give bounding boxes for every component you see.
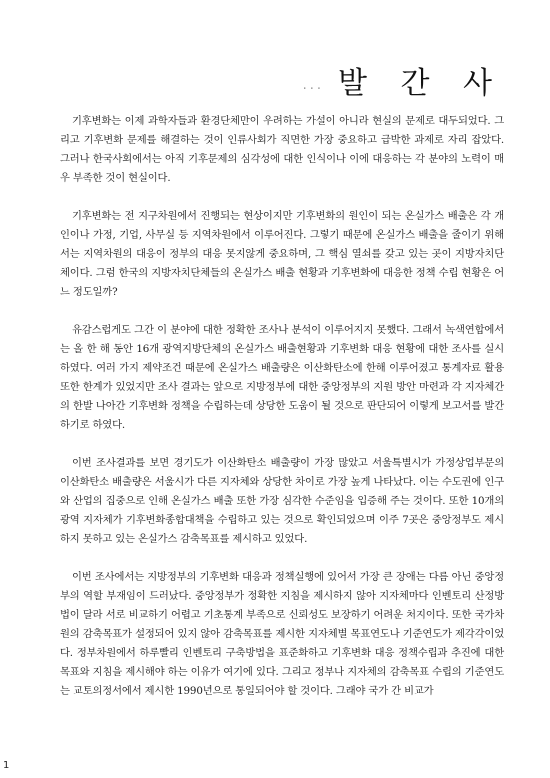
page-title: 발 간 사 bbox=[337, 66, 504, 101]
document-body bbox=[60, 112, 504, 720]
paragraph: 기후변화는 전 지구차원에서 진행되는 현상이지만 기후변화의 원인이 되는 온실가스 배출은 각 개인이나 가정, 기업, 사무실 등 지역차원에서 이루어진다. 그렇기 때문에 온실가스 배출을 줄이기 위해서는 지역차원의 대응이 정부의 대응 못지않게 중요하며, 그 핵심 열쇠를 갖고 있는 곳이 지방자치단체이다. 그럼 한국의 지방자치단체들의 온실가스 배출 현황과 기후변화에 대응한 정책 수립 현황은 어느 정도일까? bbox=[60, 210, 504, 298]
paragraph: 이번 조사결과를 보면 경기도가 이산화탄소 배출량이 가장 많았고 서울특별시가 가정상업부문의 이산화탄소 배출량은 서울시가 다른 지자체와 상당한 차이로 가장 높게 나타났다. 이는 수도권에 인구와 산업의 집중으로 인해 온실가스 배출 또한 가장 심각한 수준임을 입증해 주는 것이다. 또한 10개의 광역 지자체가 기후변화종합대책을 수립하고 있는 것으로 확인되었으며 이주 7곳은 중앙정부도 제시하지 못하고 있는 온실가스 감축목표를 제시하고 있었다. bbox=[60, 457, 504, 545]
title-dots: ··· bbox=[302, 82, 324, 97]
page-header bbox=[303, 58, 504, 102]
page-number: 1 bbox=[3, 760, 10, 771]
paragraph: 유감스럽게도 그간 이 분야에 대한 정확한 조사나 분석이 이루어지지 못했다. 그래서 녹색연합에서는 올 한 해 동안 16개 광역지방단체의 온실가스 배출현황과 기후변화 대응 현황에 대한 조사를 실시하였다. 여러 가지 제약조건 때문에 온실가스 배출량은 이산화탄소에 한해 이루어졌고 통계자료 활용 또한 한계가 있었지만 조사 결과는 앞으로 지방정부에 대한 중앙정부의 지원 방안 마련과 각 지자체간의 한발 나아간 기후변화 정책을 수립하는데 상당한 도움이 될 것으로 판단되어 이렇게 보고서를 발간하기로 하였다. bbox=[60, 324, 504, 431]
paragraph: 기후변화는 이제 과학자들과 환경단체만이 우려하는 가설이 아니라 현실의 문제로 대두되었다. 그리고 기후변화 문제를 해결하는 것이 인류사회가 직면한 가장 중요하고 급박한 과제로 자리 잡았다. 그러나 한국사회에서는 아직 기후문제의 심각성에 대한 인식이나 이에 대응하는 각 분야의 노력이 매우 부족한 것이 현실이다. bbox=[60, 115, 504, 184]
paragraph: 이번 조사에서는 지방정부의 기후변화 대응과 정책실행에 있어서 가장 큰 장애는 다름 아닌 중앙정부의 역할 부재임이 드러났다. 중앙정부가 정확한 지침을 제시하지 않아 지자체마다 인벤토리 산정방법이 달라 서로 비교하기 어렵고 기초통계 부족으로 신뢰성도 보장하기 어려운 처지이다. 또한 국가차원의 감축목표가 설정되어 있지 않아 감축목표를 제시한 지자체별 목표연도나 기준연도가 제각각이었다. 정부차원에서 하루빨리 인벤토리 구축방법을 표준화하고 기후변화 대응 정책수립과 추진에 대한 목표와 지침을 제시해야 하는 이유가 여기에 있다. 그리고 정부나 지자체의 감축목표 수립의 기준연도는 교토의정서에서 제시한 1990년으로 통일되어야 할 것이다. 그래야 국가 간 비교가 bbox=[60, 571, 504, 697]
